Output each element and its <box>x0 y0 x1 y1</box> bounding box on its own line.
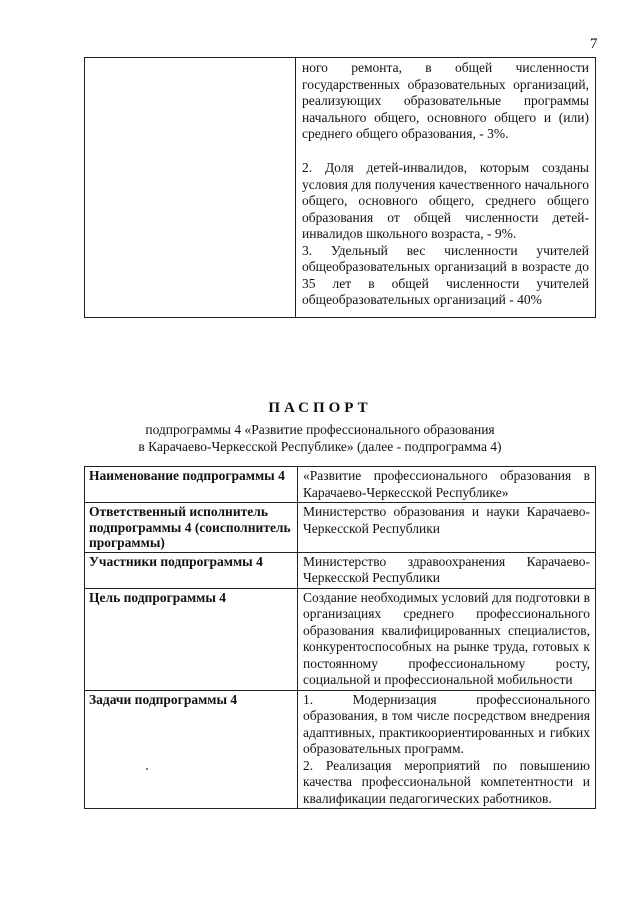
row-value-text: 2. Реализация мероприятий по повышению качества профессиональной компетентности и квалификации педагогических работников. <box>303 757 590 806</box>
row-value-text: Создание необходимых условий для подготовки в организациях среднего профессионального образования квалифицированных специалистов, конкурентоспособных на рынке труда, готовых к постоянному профессиональному росту, социальной и профессиональной мобильности <box>303 589 590 687</box>
row-label: Ответственный исполнитель подпрограммы 4 (соисполнитель программы) <box>85 503 298 553</box>
row-label: Наименование подпрограммы 4 <box>85 467 298 503</box>
row-value-text: Министерство образования и науки Карачаево-Черкесской Республики <box>303 504 590 536</box>
table-row <box>85 503 596 553</box>
row-value <box>298 503 596 553</box>
row-value-text: «Развитие профессионального образования в Карачаево-Черкесской Республике» <box>303 468 590 500</box>
indicators-cell <box>296 58 596 318</box>
row-label: Цель подпрограммы 4 <box>85 588 298 690</box>
table-row <box>85 588 596 690</box>
table-row <box>85 690 596 809</box>
passport-subtitle <box>110 421 530 455</box>
row-value-text: Министерство здравоохранения Карачаево-Черкесской Республики <box>303 553 590 585</box>
row-value <box>298 552 596 588</box>
row-value-text: 1. Модернизация профессионального образования, в том числе посредством внедрения адаптивных, практикоориентированных и гибких образовательных программ. <box>303 691 590 756</box>
empty-label-cell <box>85 58 296 318</box>
row-label: Задачи подпрограммы 4 <box>85 690 298 809</box>
table-row <box>85 58 596 318</box>
row-value <box>298 690 596 809</box>
row-label: Участники подпрограммы 4 <box>85 552 298 588</box>
row-value <box>298 467 596 503</box>
table-row <box>85 552 596 588</box>
scan-speck <box>146 768 148 770</box>
page-number: 7 <box>590 36 598 52</box>
passport-table <box>84 466 596 809</box>
passport-subtitle-line: в Карачаево-Черкесской Республике» (далее - подпрограмма 4) <box>138 439 502 454</box>
passport-heading: ПАСПОРТ <box>268 400 372 416</box>
passport-subtitle-line: подпрограммы 4 «Развитие профессионального образования <box>145 422 495 437</box>
indicator-item: ного ремонта, в общей численности государственных образовательных организаций, реализующих образовательные программы начального общего, основного общего и (или) среднего общего образования, - 3%. <box>302 60 589 141</box>
indicator-item: 2. Доля детей-инвалидов, которым созданы условия для получения качественного начального общего, основного общего, среднего общего образования от общей численности детей-инвалидов школьного возраста, - 9%. <box>302 160 589 241</box>
row-value <box>298 588 596 690</box>
table-row <box>85 467 596 503</box>
continuation-table <box>84 57 596 318</box>
indicator-item: 3. Удельный вес численности учителей общеобразовательных организаций в возрасте до 35 лет в общей численности учителей общеобразовательных организаций - 40% <box>302 242 589 307</box>
